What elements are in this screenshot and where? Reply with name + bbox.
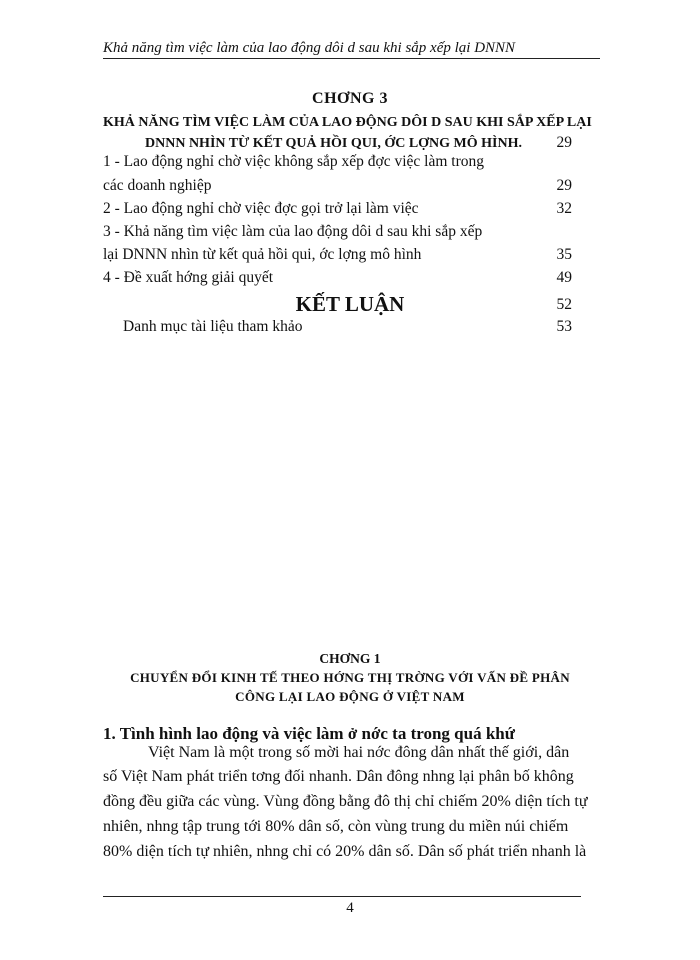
chapter-1-heading-line1: CHUYỂN ĐỔI KINH TẾ THEO HỚNG THỊ TRỜNG VỚI VẤN ĐỀ PHÂN xyxy=(130,670,570,685)
body-line-2: số Việt Nam phát triển tơng đối nhanh. Dân đông nhng lại phân bố không xyxy=(103,768,574,785)
toc-item-1-page: 29 xyxy=(556,177,572,194)
conclusion-page: 52 xyxy=(556,296,572,313)
toc-item-1-line2: các doanh nghiệp xyxy=(103,177,212,194)
body-line-1: Việt Nam là một trong số mời hai nớc đông dân nhất thế giới, dân xyxy=(148,744,570,761)
page-number: 4 xyxy=(346,900,354,916)
toc-item-3-page: 35 xyxy=(556,246,572,263)
chapter-3-page: 29 xyxy=(556,134,572,151)
body-line-4: nhiên, nhng tập trung tới 80% dân số, còn vùng trung du miền núi chiếm xyxy=(103,818,569,835)
conclusion-title: KẾT LUẬN xyxy=(295,292,405,316)
chapter-1-heading-line2: CÔNG LẠI LAO ĐỘNG Ở VIỆT NAM xyxy=(235,689,465,704)
body-line-3: đồng đều giữa các vùng. Vùng đồng bằng đô thị chỉ chiếm 20% diện tích tự xyxy=(103,793,588,810)
chapter-3-title: CHƠNG 3 xyxy=(312,90,388,107)
body-line-5: 80% diện tích tự nhiên, nhng chỉ có 20% dân số. Dân số phát triển nhanh là xyxy=(103,843,587,860)
toc-item-2-page: 32 xyxy=(556,200,572,217)
running-header: Khả năng tìm việc làm của lao động dôi d sau khi sắp xếp lại DNNN xyxy=(103,40,516,56)
references-page: 53 xyxy=(556,318,572,335)
chapter-3-heading-line2: DNNN NHÌN TỪ KẾT QUẢ HỒI QUI, ỚC LỢNG MÔ HÌNH. xyxy=(145,136,522,151)
toc-item-1-line1: 1 - Lao động nghỉ chờ việc không sắp xếp đợc việc làm trong xyxy=(103,153,484,170)
toc-item-4: 4 - Đề xuất hớng giải quyết xyxy=(103,269,274,286)
chapter-1-title: CHƠNG 1 xyxy=(319,651,381,666)
toc-item-3-line1: 3 - Khả năng tìm việc làm của lao động dôi d sau khi sắp xếp xyxy=(103,223,483,240)
toc-item-2: 2 - Lao động nghỉ chờ việc đợc gọi trở lại làm việc xyxy=(103,200,419,217)
chapter-3-heading-line1: KHẢ NĂNG TÌM VIỆC LÀM CỦA LAO ĐỘNG DÔI D SAU KHI SẮP XẾP LẠI xyxy=(103,115,592,130)
footer-divider xyxy=(103,896,581,897)
section-1-heading: 1. Tình hình lao động và việc làm ở nớc ta trong quá khứ xyxy=(103,724,515,743)
references-title: Danh mục tài liệu tham khảo xyxy=(123,318,303,335)
header-divider xyxy=(103,58,600,59)
toc-item-4-page: 49 xyxy=(556,269,572,286)
toc-item-3-line2: lại DNNN nhìn từ kết quả hồi qui, ớc lợng mô hình xyxy=(103,246,422,263)
